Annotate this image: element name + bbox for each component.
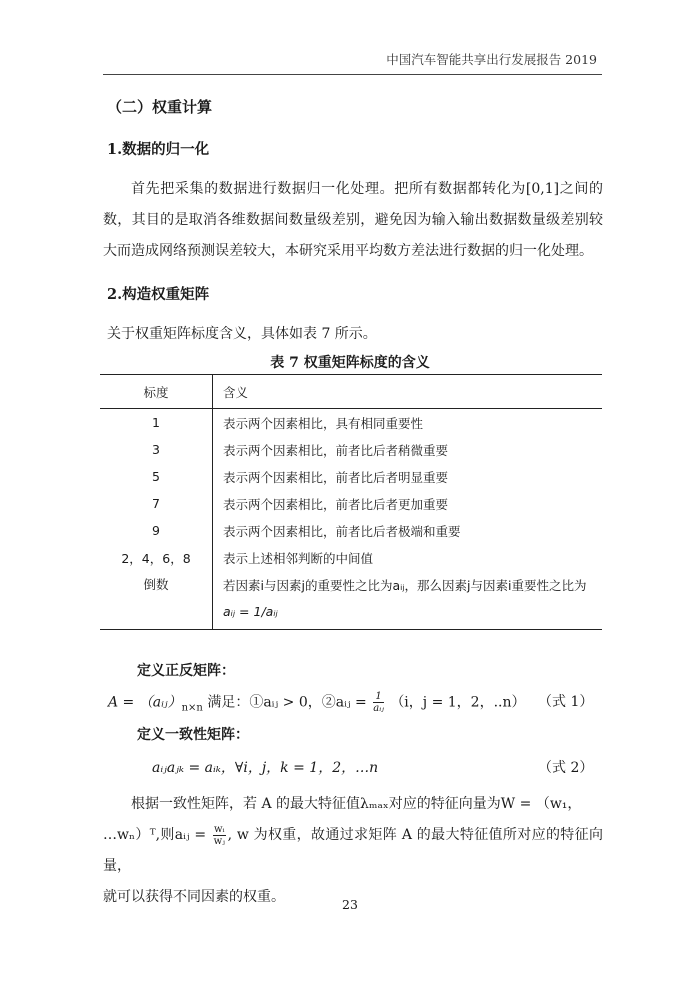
formula-1-fraction bbox=[373, 691, 384, 714]
meaning-cell: 表示两个因素相比，具有相同重要性 bbox=[223, 415, 424, 431]
fraction-numerator: 1 bbox=[373, 691, 384, 703]
scale-cell: 倒数 bbox=[100, 571, 213, 630]
scale-cell: 7 bbox=[100, 490, 213, 517]
running-header: 中国汽车智能共享出行发展报告 2019 bbox=[386, 52, 597, 67]
conclusion-paragraph bbox=[103, 789, 603, 913]
fraction-numerator: wᵢ bbox=[213, 823, 225, 835]
conclusion-line-2 bbox=[103, 820, 603, 882]
scale-cell: 2，4，6，8 bbox=[100, 544, 213, 571]
formula-1-right: （i，j = 1，2，..n） bbox=[390, 694, 526, 711]
scale-cell: 3 bbox=[100, 436, 213, 463]
table-row bbox=[100, 436, 602, 463]
conclusion-line-1: 根据一致性矩阵，若 A 的最大特征值λₘₐₓ对应的特征向量为W = （w₁， bbox=[131, 796, 582, 812]
normalization-heading: 1.数据的归一化 bbox=[107, 141, 210, 158]
equation-number-2: （式 2） bbox=[538, 760, 594, 776]
conclusion-line-2-a: …wₙ）ᵀ,则aᵢⱼ = bbox=[103, 827, 207, 843]
normalization-text: 首先把采集的数据进行数据归一化处理。把所有数据都转化为[0,1]之间的数，其目的是取消各维数据间数量级差别，避免因为输入输出数据数量级差别较大而造成网络预测误差较大，本研究采用平均数方差法进行数据的归一化处理。 bbox=[103, 181, 603, 259]
header-rule bbox=[103, 74, 602, 75]
header-meaning: 含义 bbox=[213, 375, 603, 409]
table-row bbox=[100, 517, 602, 544]
meaning-cell: 表示两个因素相比，前者比后者更加重要 bbox=[223, 496, 449, 512]
meaning-cell: 表示上述相邻判断的中间值 bbox=[223, 550, 374, 566]
definition-positive-reciprocal: 定义正反矩阵： bbox=[137, 663, 235, 679]
scale-cell: 1 bbox=[100, 409, 213, 437]
matrix-intro: 关于权重矩阵标度含义，具体如表 7 所示。 bbox=[107, 326, 377, 342]
fraction-denominator: aᵢⱼ bbox=[373, 703, 384, 714]
conclusion-line-3: 就可以获得不同因素的权重。 bbox=[103, 889, 285, 905]
formula-2: aᵢⱼaⱼₖ = aᵢₖ，∀i，j，k = 1，2，…n bbox=[152, 760, 379, 776]
meaning-cell: 表示两个因素相比，前者比后者稍微重要 bbox=[223, 442, 449, 458]
table-row bbox=[100, 490, 602, 517]
meaning-line: 若因素i与因素j的重要性之比为aᵢⱼ，那么因素j与因素i重要性之比为 bbox=[223, 578, 587, 593]
table-header-row bbox=[100, 375, 602, 409]
conclusion-line-2-b: , w 为权重，故通过求矩阵 A 的最大特征值所对应的特征向量， bbox=[103, 827, 604, 874]
section-title: （二）权重计算 bbox=[107, 98, 213, 116]
matrix-heading: 2.构造权重矩阵 bbox=[107, 286, 210, 303]
equation-number-1: （式 1） bbox=[538, 694, 594, 710]
meaning-cell bbox=[213, 571, 603, 630]
table-row bbox=[100, 571, 602, 630]
formula-1-left: A = （aᵢⱼ） bbox=[108, 694, 182, 711]
table-caption: 表 7 权重矩阵标度的含义 bbox=[270, 355, 430, 371]
table-row bbox=[100, 409, 602, 437]
table-row bbox=[100, 463, 602, 490]
formula-1-subscript: n×n bbox=[181, 702, 203, 714]
header-scale: 标度 bbox=[100, 375, 213, 409]
definition-consistent: 定义一致性矩阵： bbox=[137, 727, 249, 743]
table-row bbox=[100, 544, 602, 571]
formula-1-mid: 满足：①aᵢⱼ > 0，②aᵢⱼ = bbox=[207, 694, 367, 711]
page-number: 23 bbox=[342, 897, 358, 912]
formula-1 bbox=[108, 691, 526, 714]
fraction-denominator: wⱼ bbox=[213, 835, 225, 847]
meaning-formula: aᵢⱼ = 1/aᵢⱼ bbox=[223, 604, 278, 619]
scale-cell: 9 bbox=[100, 517, 213, 544]
scale-cell: 5 bbox=[100, 463, 213, 490]
weight-fraction bbox=[213, 824, 226, 847]
meaning-cell: 表示两个因素相比，前者比后者极端和重要 bbox=[223, 523, 461, 539]
scale-table bbox=[100, 374, 602, 630]
normalization-paragraph bbox=[103, 174, 603, 267]
meaning-cell: 表示两个因素相比，前者比后者明显重要 bbox=[223, 469, 449, 485]
